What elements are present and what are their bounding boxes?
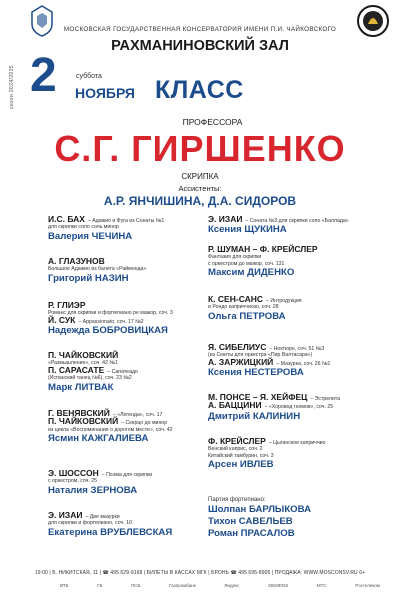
work-title: – Appassionato, соч. 17 №2 (78, 318, 144, 325)
work-title: Китайский тамбурин, соч. 3 (208, 452, 274, 459)
program-item (48, 470, 218, 497)
work-title: – Адажио и Фуга из Сонаты №1 (87, 218, 165, 224)
program-line (208, 296, 378, 304)
work-title: – Эстрелита (310, 396, 341, 402)
professor-label: ПРОФЕССОРА (182, 117, 243, 127)
program-item (208, 438, 378, 471)
composer-name: А. ГЛАЗУНОВ (48, 256, 105, 266)
performer-name: Екатерина ВРУБЛЕВСКАЯ (48, 526, 173, 538)
program-line (208, 216, 378, 224)
program-item (208, 394, 378, 423)
performer-name: Ксения НЕСТЕРОВА (208, 367, 304, 379)
program-line (48, 364, 218, 375)
assistants-names: А.Р. ЯНЧИШИНА, Д.А. СИДОРОВ (103, 194, 297, 208)
program-line (48, 512, 218, 520)
composer-name: Р. ШУМАН – Ф. КРЕЙСЛЕР (208, 244, 318, 254)
sponsor-logo: Яндекс (224, 582, 240, 588)
program-item (208, 246, 378, 279)
work-title: – Интродукция (266, 298, 302, 304)
work-title: Фантазия для скрипки (208, 254, 262, 261)
date-month: НОЯБРЯ (75, 85, 135, 101)
composer-name: Э. ИЗАИ (48, 510, 83, 520)
work-title: из цикла «Воспоминания о дорогом месте», соч. 42 (48, 426, 173, 433)
program-item (48, 410, 218, 445)
work-title: – Сапатеадо (107, 368, 138, 375)
date-day: 2 (30, 49, 57, 102)
composer-name: А. БАЦЦИНИ (208, 400, 262, 411)
program-item (208, 296, 378, 323)
work-title: (из Сюиты для оркестра «Пир Валтасара») (208, 352, 313, 359)
work-title: Большое Адажио из балета «Раймонда» (48, 266, 147, 273)
event-title: КЛАСС (155, 76, 244, 104)
program-item (48, 512, 218, 539)
sponsor-logo: МТС (316, 582, 327, 588)
work-title: и Рондо каприччиозо, соч. 28 (208, 304, 279, 311)
sponsor-logo: Ростелеком (355, 582, 380, 588)
sponsor-logo: ПСБ (131, 582, 141, 588)
sponsor-logo: ГБ (97, 582, 103, 588)
composer-name: Г. ВЕНЯВСКИЙ (48, 408, 110, 418)
pianist-name: Роман ПРАСАЛОВ (208, 528, 295, 539)
sponsor-logo: Газпромбанк (169, 582, 196, 588)
work-title: (Испанский танец №6), соч. 23 №2 (48, 375, 132, 382)
performer-name: Надежда БОБРОВИЦКАЯ (48, 325, 168, 337)
work-title: – Соната №3 для скрипки соло «Баллада» (245, 218, 349, 224)
composer-name: А. ЗАРЖИЦКИЙ (208, 356, 274, 367)
program-item (48, 302, 218, 337)
work-title: – Скерцо до минор (121, 420, 168, 427)
sponsor-logos (60, 580, 380, 590)
date-weekday: суббота (76, 73, 102, 80)
footer-info: 19:00 | Б. НИКИТСКАЯ, 11 | ☎ 495 629-9168 | БИЛЕТЫ В КАССАХ МГК | БРОНЬ ☎ 495 695-8905 | ПРОДАЖА: WWW.MOSCONSV.RU 6+ (34, 570, 366, 576)
sponsor-logo: ВТБ (60, 582, 69, 588)
performer-name: Дмитрий КАЛИНИН (208, 410, 301, 422)
program-line (208, 344, 378, 352)
instrument-label: СКРИПКА (181, 172, 219, 181)
composer-name: Я. СИБЕЛИУС (208, 342, 267, 352)
performer-name: Валерия ЧЕЧИНА (48, 230, 133, 242)
work-title: – Две мазурки (85, 514, 120, 520)
program-line (48, 216, 218, 224)
performer-name: Ксения ЩУКИНА (208, 224, 287, 236)
program-line (48, 470, 218, 478)
program-line (208, 246, 378, 254)
program-line (48, 314, 218, 325)
work-title: с оркестром, соч. 25 (48, 478, 97, 485)
performer-name: Наталия ЗЕРНОВА (48, 484, 138, 496)
composer-name: П. САРАСАТЕ (48, 364, 105, 375)
piano-part-label: Партия фортепиано: (208, 497, 266, 503)
hall-name: РАХМАНИНОВСКИЙ ЗАЛ (111, 38, 289, 54)
performer-name: Максим ДИДЕНКО (208, 267, 295, 279)
composer-name: Э. ИЗАИ (208, 214, 243, 224)
work-title: – Ноктюрн, соч. 51 №3 (269, 346, 325, 352)
professor-name: С.Г. ГИРШЕНКО (54, 128, 346, 169)
performer-name: Григорий НАЗИН (48, 272, 129, 284)
performer-name: Арсен ИВЛЕВ (208, 459, 274, 471)
program-item (208, 344, 378, 379)
program-item (48, 216, 218, 243)
composer-name: К. СЕН-САНС (208, 294, 264, 304)
performer-name: Ольга ПЕТРОВА (208, 310, 286, 322)
program-line (48, 302, 218, 310)
composer-name: Ф. КРЕЙСЛЕР (208, 436, 266, 446)
composer-name: Р. ГЛИЭР (48, 300, 86, 310)
work-title: «Размышление», соч. 42 №1 (48, 360, 118, 367)
work-title: – «Хоровод гномов», соч. 25 (264, 404, 334, 411)
composer-name: П. ЧАЙКОВСКИЙ (48, 416, 119, 427)
pianist-name: Тихон САВЕЛЬЕВ (208, 516, 293, 527)
piano-part (208, 496, 378, 540)
program-item (48, 258, 218, 285)
work-title: Романс для скрипки и фортепиано ре мажор, соч. 3 (48, 310, 173, 317)
conservatory-name: МОСКОВСКАЯ ГОСУДАРСТВЕННАЯ КОНСЕРВАТОРИЯ ИМЕНИ П.И. ЧАЙКОВСКОГО (63, 26, 337, 33)
work-title: с оркестром до мажор, соч. 131 (208, 260, 285, 267)
composer-name: П. ЧАЙКОВСКИЙ (48, 350, 119, 360)
work-title: для скрипки соло соль минор (48, 224, 119, 231)
performer-name: Ясмин КАЖГАЛИЕВА (48, 433, 149, 445)
program-line (48, 418, 218, 426)
assistants-label: Ассистенты: (178, 184, 222, 193)
program-item (208, 216, 378, 236)
work-title: – Поэма для скрипки (101, 472, 153, 478)
pianist-name: Шолпан БАРЛЫКОВА (208, 504, 312, 515)
performer-name: Марк ЛИТВАК (48, 381, 114, 393)
work-title: – «Легенда», соч. 17 (112, 412, 163, 418)
composer-name: Э. ШОССОН (48, 468, 99, 478)
work-title: Венский каприс, соч. 2 (208, 446, 263, 453)
composer-name: Й. СУК (48, 314, 76, 325)
composer-name: М. ПОНСЕ – Я. ХЕЙФЕЦ (208, 392, 308, 402)
work-title: для скрипки и фортепиано, соч. 10 (48, 520, 132, 527)
sponsor-logo: SIEMENS (268, 582, 289, 588)
work-title: – Цыганское каприччио (268, 440, 326, 446)
program-item (48, 352, 218, 394)
program-line (208, 356, 378, 367)
program-line (208, 402, 378, 410)
season-label: сезон 2024/2025 (9, 65, 15, 109)
work-title: – Мазурка, соч. 26 №1 (276, 360, 331, 367)
composer-name: И.С. БАХ (48, 214, 85, 224)
program-line (48, 352, 218, 360)
